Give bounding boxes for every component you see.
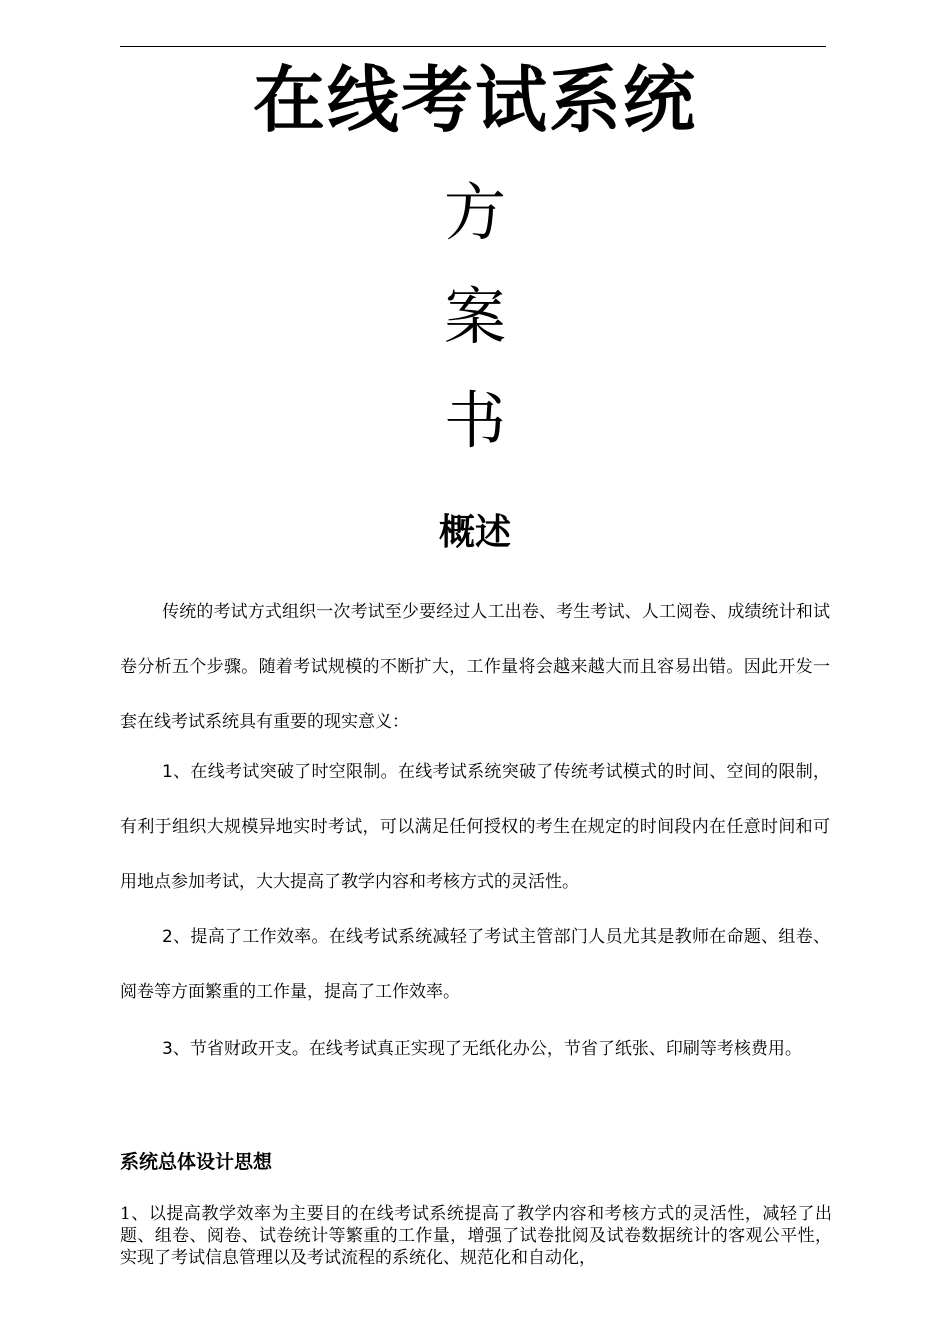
point-number: 2 <box>162 927 173 947</box>
overview-intro-text: 传统的考试方式组织一次考试至少要经过人工出卷、考生考试、人工阅卷、成绩统计和试卷分析五个步骤。随着考试规模的不断扩大，工作量将会越来越大而且容易出错。因此开发一套在线考试系统具有重要的现实意义： <box>120 602 830 732</box>
overview-point-3 <box>120 1022 830 1077</box>
overview-heading: 概述 <box>438 512 511 553</box>
design-heading: 系统总体设计思想 <box>120 1151 273 1173</box>
overview-point-1 <box>120 745 830 910</box>
point-number: 3 <box>162 1039 173 1059</box>
point-text: 、提高了工作效率。在线考试系统减轻了考试主管部门人员尤其是教师在命题、组卷、阅卷等方面繁重的工作量，提高了工作效率。 <box>120 927 830 1002</box>
title-char-an: 案 <box>443 280 506 353</box>
point-number: 1 <box>162 762 173 782</box>
point-text: 、节省财政开支。在线考试真正实现了无纸化办公，节省了纸张、印刷等考核费用。 <box>172 1039 802 1059</box>
overview-intro-paragraph <box>120 585 830 750</box>
overview-point-2 <box>120 910 830 1020</box>
title-char-fang: 方 <box>443 176 506 249</box>
design-paragraph: 1、以提高教学效率为主要目的在线考试系统提高了教学内容和考核方式的灵活性，减轻了出题、组卷、阅卷、试卷统计等繁重的工作量，增强了试卷批阅及试卷数据统计的客观公平性，实现了考试信息管理以及考试流程的系统化、规范化和自动化， <box>120 1204 832 1268</box>
document-title: 在线考试系统 <box>252 58 697 142</box>
point-text: 、在线考试突破了时空限制。在线考试系统突破了传统考试模式的时间、空间的限制，有利于组织大规模异地实时考试，可以满足任何授权的考生在规定的时间段内在任意时间和可用地点参加考试，大大提高了教学内容和考核方式的灵活性。 <box>120 762 830 892</box>
title-char-shu: 书 <box>443 384 506 457</box>
header-rule <box>120 46 826 47</box>
